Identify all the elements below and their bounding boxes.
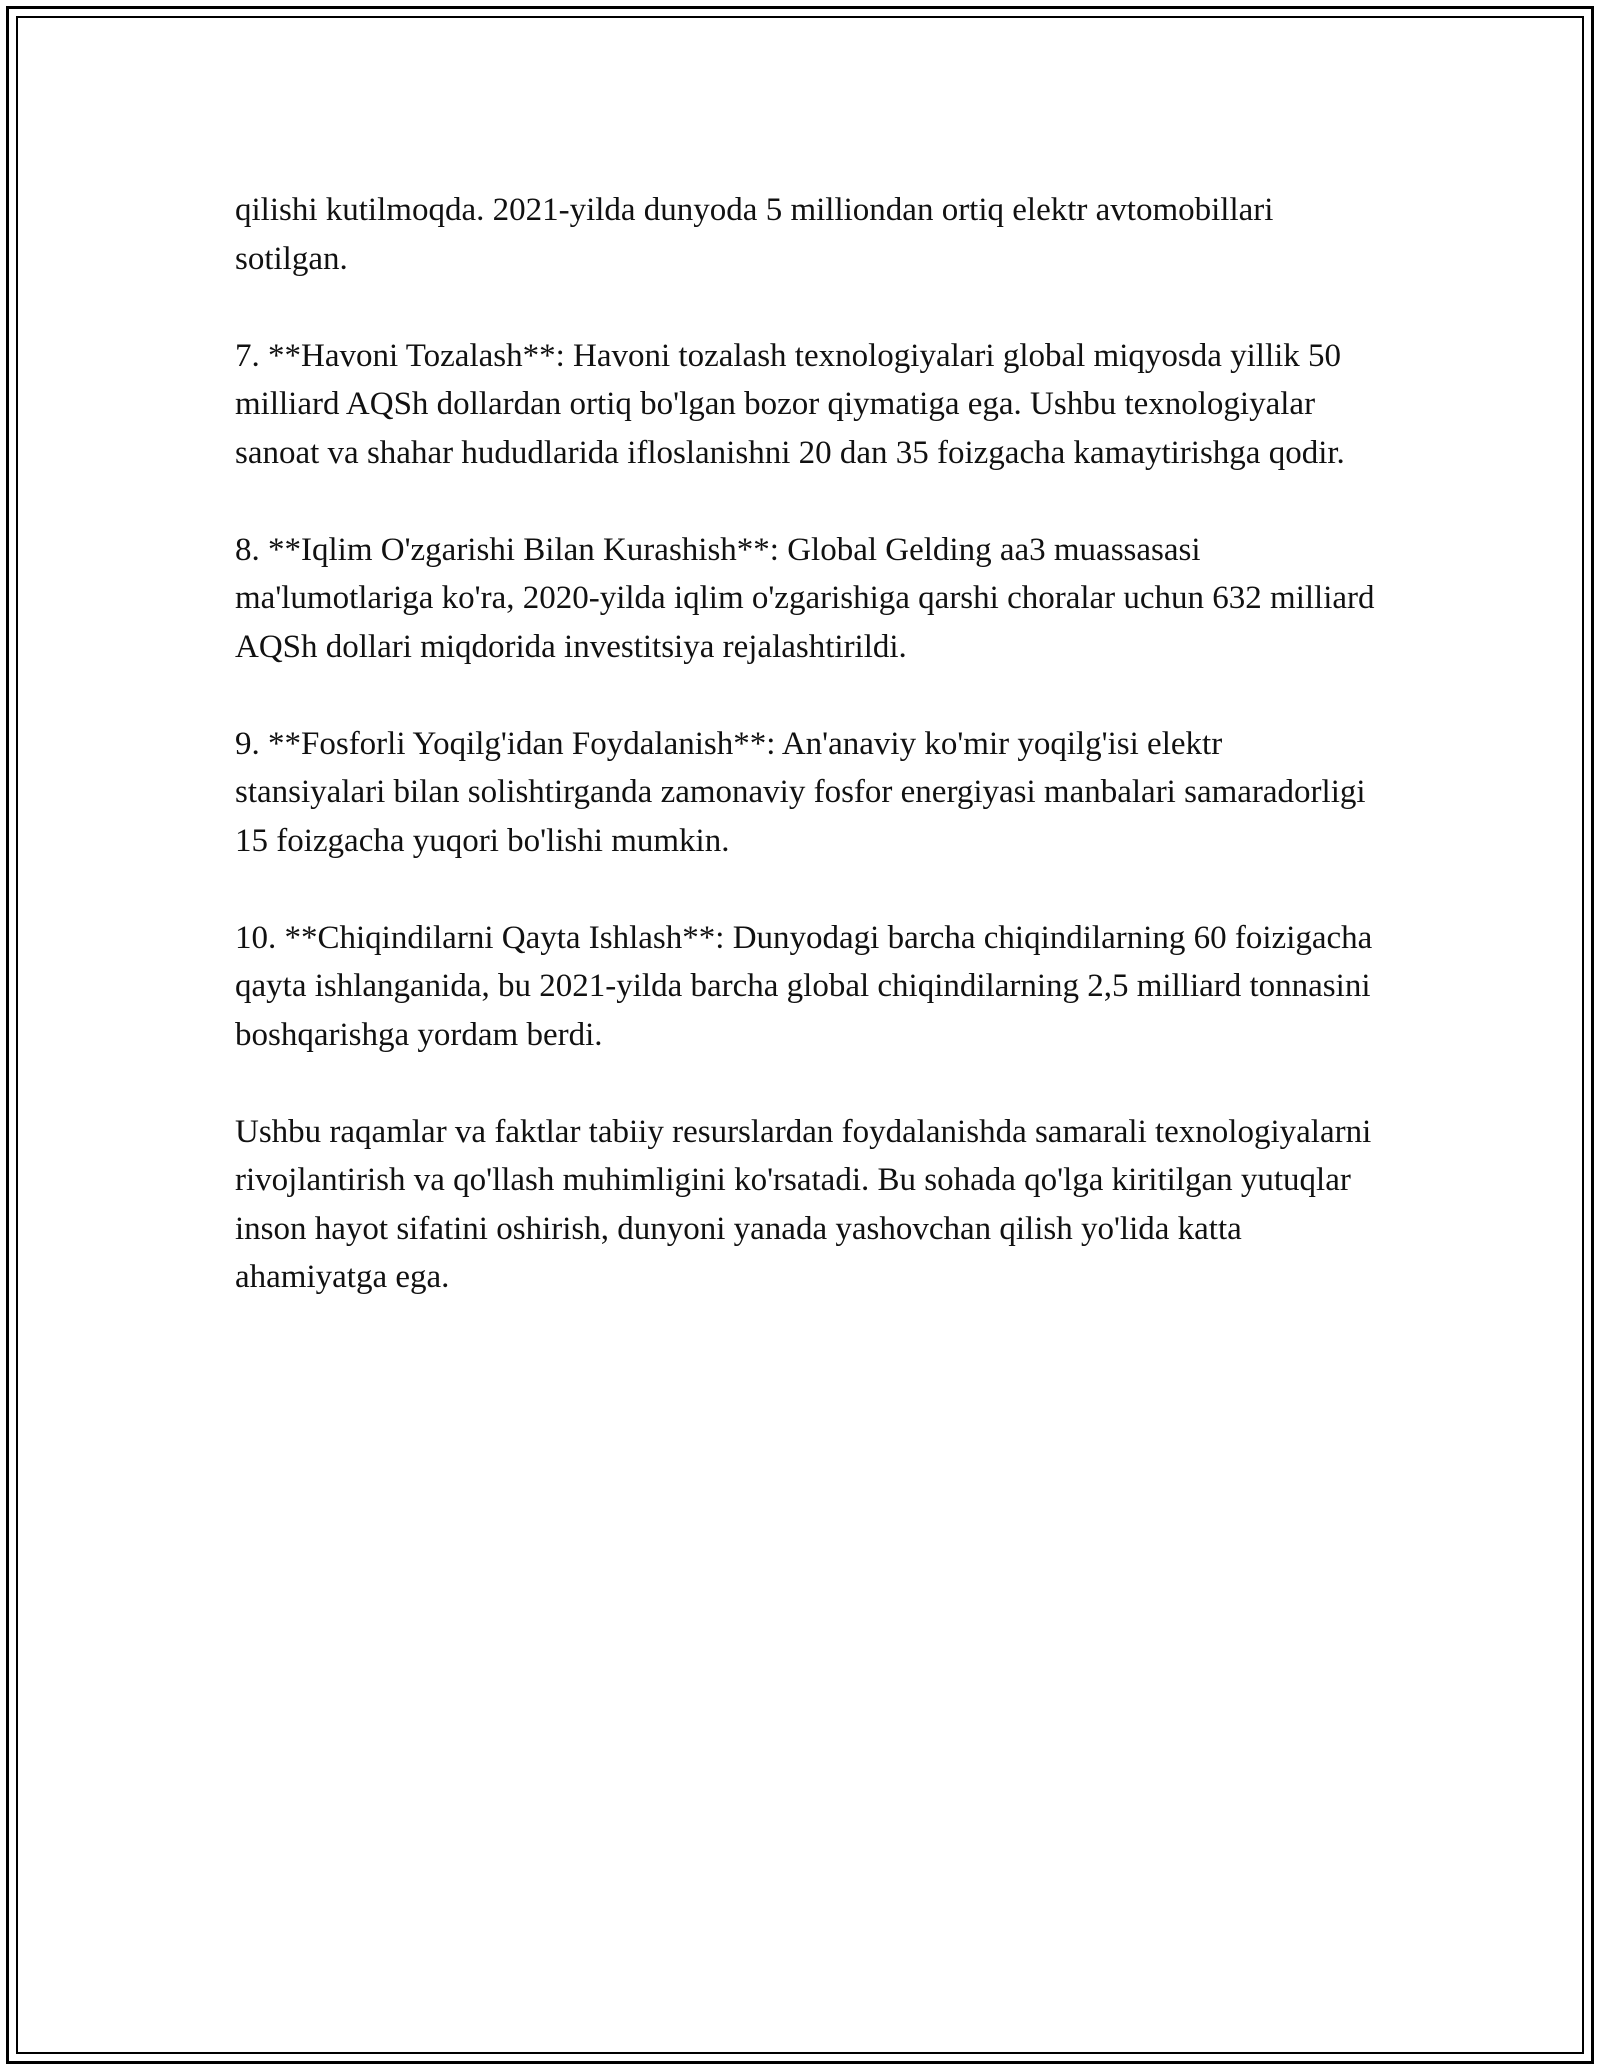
paragraph-conclusion: Ushbu raqamlar va faktlar tabiiy resurslardan foydalanishda samarali texnologiyalarni rivojlantirish va qo'llash muhimligini ko'rsatadi. Bu sohada qo'lga kiritilgan yutuqlar inson hayot sifatini oshirish, dunyoni yanada yashovchan qilish yo'lida katta ahamiyatga ega. — [235, 1113, 1372, 1295]
paragraph-waste-recycling: 10. **Chiqindilarni Qayta Ishlash**: Dunyodagi barcha chiqindilarning 60 foizigacha qayta ishlanganida, bu 2021-yilda barcha global chiqindilarning 2,5 milliard tonnasini boshqarishga yordam berdi. — [235, 919, 1373, 1053]
paragraph-ev-sales-continuation: qilishi kutilmoqda. 2021-yilda dunyoda 5 milliondan ortiq elektr avtomobillari sotilgan. — [235, 192, 1274, 277]
paragraph-air-purification: 7. **Havoni Tozalash**: Havoni tozalash texnologiyalari global miqyosda yillik 50 milliard AQSh dollardan ortiq bo'lgan bozor qiymatiga ega. Ushbu texnologiyalar sanoat va shahar hududlarida ifloslanishni 20 dan 35 foizgacha kamaytirishga qodir. — [235, 337, 1345, 471]
paragraph-phosphor-fuel: 9. **Fosforli Yoqilg'idan Foydalanish**: An'anaviy ko'mir yoqilg'isi elektr stansiyalari bilan solishtirganda zamonaviy fosfor energiyasi manbalari samaradorligi 15 foizgacha yuqori bo'lishi mumkin. — [235, 725, 1366, 859]
document-body — [235, 186, 1375, 1302]
paragraph-climate-change: 8. **Iqlim O'zgarishi Bilan Kurashish**: Global Gelding aa3 muassasasi ma'lumotlariga ko'ra, 2020-yilda iqlim o'zgarishiga qarshi choralar uchun 632 milliard AQSh dollari miqdorida investitsiya rejalashtirildi. — [235, 531, 1375, 665]
